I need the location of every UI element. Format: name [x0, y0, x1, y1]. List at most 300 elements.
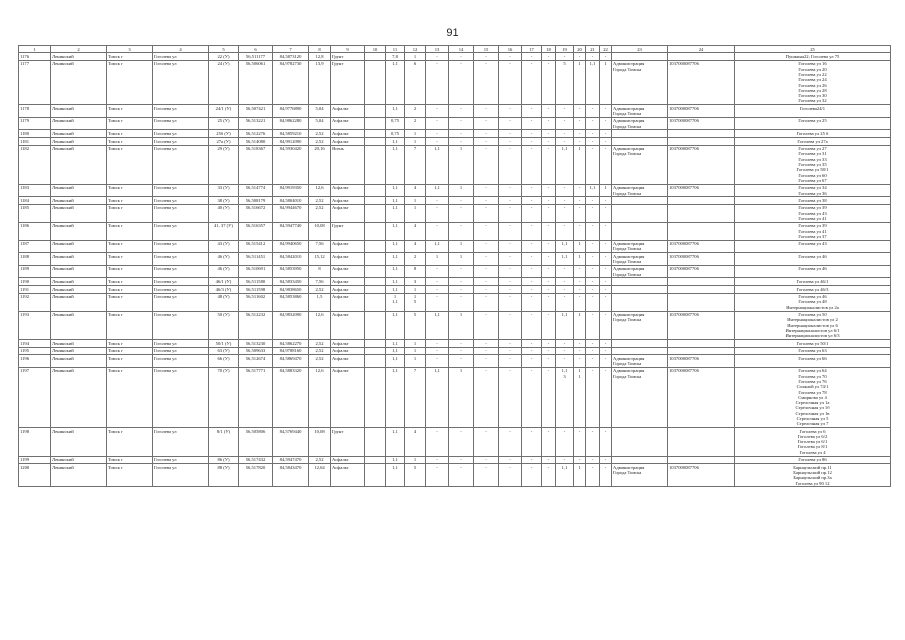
table-cell: 38 (У)	[209, 197, 239, 205]
table-cell: 12,6	[309, 184, 331, 197]
table-cell: -	[499, 130, 522, 138]
table-cell: -	[449, 105, 474, 118]
table-cell: 1,1	[556, 311, 574, 339]
table-cell: Ленинский	[51, 240, 107, 253]
table-cell	[365, 130, 386, 138]
table-row	[19, 293, 891, 311]
table-cell	[612, 293, 668, 311]
table-row	[19, 278, 891, 286]
table-cell: -	[574, 105, 586, 118]
table-cell	[668, 53, 735, 61]
table-cell: 1,1	[386, 204, 405, 222]
table-cell: -	[522, 286, 542, 294]
table-cell: 1184	[19, 197, 51, 205]
table-cell: -	[474, 311, 499, 339]
table-body	[19, 53, 891, 487]
table-cell: -	[474, 367, 499, 427]
table-cell: 2,52	[309, 197, 331, 205]
table-cell: -	[556, 293, 574, 311]
table-cell: 84,5853950	[273, 265, 309, 278]
table-row	[19, 53, 891, 61]
table-cell: 1,1	[386, 456, 405, 464]
table-cell: -	[542, 240, 556, 253]
table-cell: 1	[405, 355, 426, 368]
table-cell: -	[499, 222, 522, 240]
table-cell: Ленинский	[51, 184, 107, 197]
column-header: 2	[51, 46, 107, 53]
table-cell: -	[556, 117, 574, 130]
table-cell: -	[542, 105, 556, 118]
table-cell: 1,1	[386, 145, 405, 184]
table-cell	[612, 347, 668, 355]
table-cell: -	[556, 130, 574, 138]
table-cell: -	[474, 347, 499, 355]
table-cell: Томск г	[107, 53, 153, 61]
table-cell: Гоголева ул	[153, 340, 209, 348]
table-cell: 7	[405, 145, 426, 184]
table-cell: -	[600, 293, 612, 311]
table-cell: Асфальт	[331, 117, 365, 130]
table-row	[19, 355, 891, 368]
table-cell: 1182	[19, 145, 51, 184]
table-cell	[365, 355, 386, 368]
header-row	[19, 46, 891, 53]
column-header: 22	[600, 46, 612, 53]
table-cell: 1,1	[386, 240, 405, 253]
table-cell	[365, 293, 386, 311]
table-cell: 46/3 (У)	[209, 286, 239, 294]
table-cell: -	[499, 428, 522, 456]
table-cell	[668, 138, 735, 146]
table-cell: 1,1	[386, 184, 405, 197]
table-cell: Асфальт	[331, 367, 365, 427]
column-header: 17	[522, 46, 542, 53]
table-cell: 46 (У)	[209, 265, 239, 278]
table-cell: Асфальт	[331, 456, 365, 464]
table-cell: Гоголева ул	[153, 130, 209, 138]
table-cell: Томск г	[107, 138, 153, 146]
table-cell: 56,518367	[239, 145, 273, 184]
table-cell: -	[426, 60, 449, 104]
table-cell: -	[522, 105, 542, 118]
table-cell: -	[499, 53, 522, 61]
table-cell	[612, 138, 668, 146]
table-cell: -	[499, 464, 522, 487]
table-row	[19, 265, 891, 278]
table-cell: -	[586, 145, 600, 184]
table-cell: -	[474, 265, 499, 278]
table-cell: Томск г	[107, 293, 153, 311]
table-cell: -	[499, 293, 522, 311]
table-cell	[365, 222, 386, 240]
table-cell: -	[499, 105, 522, 118]
table-cell: 1	[449, 367, 474, 427]
table-cell: -	[542, 367, 556, 427]
column-header: 21	[586, 46, 600, 53]
table-cell: -	[556, 184, 574, 197]
table-cell: 5	[405, 464, 426, 487]
table-cell: 1193	[19, 311, 51, 339]
table-cell: 84,5833450	[273, 278, 309, 286]
column-header: 7	[273, 46, 309, 53]
table-cell: -	[474, 456, 499, 464]
table-cell: 1,1	[426, 311, 449, 339]
table-cell: Администрация Города Томска	[612, 117, 668, 130]
table-cell: -	[426, 286, 449, 294]
table-cell: -	[542, 355, 556, 368]
table-cell: -	[522, 265, 542, 278]
table-cell: 24 (У)	[209, 60, 239, 104]
column-header: 25	[735, 46, 891, 53]
table-cell: -	[556, 347, 574, 355]
table-cell: Гоголева ул	[153, 367, 209, 427]
table-cell: 2,52	[309, 355, 331, 368]
table-cell	[612, 428, 668, 456]
table-cell: Грунт	[331, 222, 365, 240]
table-cell: Асфальт	[331, 105, 365, 118]
table-cell: -	[574, 286, 586, 294]
table-cell: -	[586, 105, 600, 118]
table-cell	[668, 222, 735, 240]
table-cell: 2,52	[309, 340, 331, 348]
table-cell: Ленинский	[51, 355, 107, 368]
table-cell: 2,52	[309, 130, 331, 138]
table-cell: -	[542, 60, 556, 104]
table-cell	[668, 286, 735, 294]
table-cell: -	[522, 355, 542, 368]
table-cell: -	[449, 340, 474, 348]
table-cell: Гоголева ул	[153, 464, 209, 487]
table-cell: -	[586, 130, 600, 138]
table-cell: -	[556, 340, 574, 348]
table-cell: 84,9912090	[273, 138, 309, 146]
table-cell: 2,52	[309, 456, 331, 464]
table-cell: -	[600, 197, 612, 205]
table-cell	[668, 197, 735, 205]
table-cell	[668, 456, 735, 464]
table-cell: -	[426, 197, 449, 205]
table-cell: 56,511580	[239, 278, 273, 286]
table-cell: -	[449, 204, 474, 222]
table-cell: Ленинский	[51, 130, 107, 138]
table-cell: 1	[405, 53, 426, 61]
table-cell: -	[542, 53, 556, 61]
table-cell: -	[556, 105, 574, 118]
table-cell: -	[522, 204, 542, 222]
table-cell: 56,511598	[239, 286, 273, 294]
table-cell: Ленинский	[51, 197, 107, 205]
table-cell: -	[522, 253, 542, 266]
table-cell: -	[586, 456, 600, 464]
table-cell: 1037000087706	[668, 60, 735, 104]
table-cell: 1	[449, 311, 474, 339]
table-cell: -	[522, 340, 542, 348]
table-cell	[612, 286, 668, 294]
table-cell: -	[574, 117, 586, 130]
table-cell	[365, 253, 386, 266]
table-cell: 56,517820	[239, 464, 273, 487]
table-cell: Ленинский	[51, 286, 107, 294]
table-cell: 84,9838650	[273, 286, 309, 294]
table-cell: -	[499, 197, 522, 205]
table-cell: 25б (У)	[209, 130, 239, 138]
table-cell: 84,9832090	[273, 311, 309, 339]
table-cell: -	[522, 278, 542, 286]
table-cell: 50 (У)	[209, 311, 239, 339]
table-cell: Ленинский	[51, 456, 107, 464]
table-cell: -	[474, 184, 499, 197]
table-cell: Томск г	[107, 456, 153, 464]
column-header: 24	[668, 46, 735, 53]
table-cell: 84,9782730	[273, 60, 309, 104]
table-cell: -	[542, 130, 556, 138]
table-cell: Томск г	[107, 197, 153, 205]
table-cell: 84,5804010	[273, 197, 309, 205]
table-cell	[668, 293, 735, 311]
table-cell: -	[542, 340, 556, 348]
table-cell: 7	[405, 367, 426, 427]
column-header: 6	[239, 46, 273, 53]
table-cell: -	[449, 265, 474, 278]
table-row	[19, 60, 891, 104]
table-cell: -	[574, 138, 586, 146]
table-cell: -	[600, 428, 612, 456]
table-cell: Гоголева ул 46	[735, 265, 891, 278]
table-cell: Гоголева ул	[153, 222, 209, 240]
table-cell: -	[574, 456, 586, 464]
column-header: 9	[331, 46, 365, 53]
table-cell: 8	[405, 265, 426, 278]
table-cell: 1,1	[386, 60, 405, 104]
table-cell: -	[600, 340, 612, 348]
table-cell: Гоголева ул	[153, 105, 209, 118]
table-cell: 1037000087706	[668, 145, 735, 184]
table-cell: -	[522, 145, 542, 184]
table-cell: 1037000087706	[668, 240, 735, 253]
table-cell	[365, 456, 386, 464]
table-cell: -	[574, 340, 586, 348]
table-cell: -	[586, 138, 600, 146]
table-cell: Томск г	[107, 253, 153, 266]
table-cell: Ленинский	[51, 311, 107, 339]
table-cell: Ленинский	[51, 367, 107, 427]
table-cell: Гоголева ул	[153, 293, 209, 311]
table-cell: 1037000087706	[668, 311, 735, 339]
table-cell: -	[586, 347, 600, 355]
column-header: 1	[19, 46, 51, 53]
table-cell: 84,5853860	[273, 293, 309, 311]
column-header: 3	[107, 46, 153, 53]
table-cell	[612, 278, 668, 286]
table-cell: 1199	[19, 456, 51, 464]
page-number: 91	[446, 27, 459, 39]
table-cell: 48 (У)	[209, 293, 239, 311]
table-cell: 56,513221	[239, 117, 273, 130]
table-cell: -	[522, 347, 542, 355]
table-cell: -	[426, 53, 449, 61]
table-cell: Ленинский	[51, 293, 107, 311]
table-cell: -	[426, 340, 449, 348]
table-cell: -	[499, 145, 522, 184]
table-cell: -	[542, 145, 556, 184]
table-cell	[365, 105, 386, 118]
table-cell: 1191	[19, 286, 51, 294]
table-cell: Ленинский	[51, 145, 107, 184]
table-cell: 1,1	[386, 367, 405, 427]
table-cell: -	[499, 367, 522, 427]
table-cell: 46/1 (У)	[209, 278, 239, 286]
table-cell: 5,04	[309, 105, 331, 118]
table-cell: -	[542, 197, 556, 205]
table-cell: 33 (У)	[209, 184, 239, 197]
table-cell: Томск г	[107, 428, 153, 456]
table-cell: -	[426, 347, 449, 355]
table-cell: -	[574, 265, 586, 278]
table-cell: 1187	[19, 240, 51, 253]
table-cell: 15,12	[309, 253, 331, 266]
table-cell: -	[474, 60, 499, 104]
table-cell: 1188	[19, 253, 51, 266]
table-row	[19, 464, 891, 487]
table-cell	[365, 53, 386, 61]
table-cell: 1 1,1	[386, 293, 405, 311]
table-cell: -	[574, 130, 586, 138]
table-cell: 56,505806	[239, 428, 273, 456]
table-cell: 10,08	[309, 222, 331, 240]
table-cell: 1	[405, 347, 426, 355]
table-cell: 84,5869470	[273, 355, 309, 368]
table-cell: Гоголева ул	[153, 347, 209, 355]
table-cell: Гоголева ул 39 Гоголева ул 41 Гоголева ул 37	[735, 222, 891, 240]
table-cell: Гоголева ул 25 б	[735, 130, 891, 138]
table-cell: 1,1	[426, 184, 449, 197]
table-cell: -	[449, 456, 474, 464]
table-cell: 1	[405, 197, 426, 205]
table-cell: -	[586, 340, 600, 348]
table-cell: -	[522, 464, 542, 487]
column-header: 11	[386, 46, 405, 53]
table-cell: 25 (У)	[209, 117, 239, 130]
table-cell: Томск г	[107, 355, 153, 368]
table-row	[19, 105, 891, 118]
table-cell: Асфальт	[331, 265, 365, 278]
table-cell: Томск г	[107, 367, 153, 427]
table-cell	[668, 130, 735, 138]
table-cell: 3	[405, 278, 426, 286]
table-cell: Ленинский	[51, 253, 107, 266]
table-cell: Ленинский	[51, 464, 107, 487]
column-header: 10	[365, 46, 386, 53]
table-cell: Асфальт	[331, 240, 365, 253]
table-cell: 12,6	[309, 367, 331, 427]
column-header: 19	[556, 46, 574, 53]
table-cell: Гоголева ул 34 Гоголева ул 36	[735, 184, 891, 197]
table-cell: -	[574, 428, 586, 456]
table-cell: 1,1	[386, 340, 405, 348]
register-table	[18, 45, 891, 487]
table-cell: 84,9919350	[273, 184, 309, 197]
table-cell: -	[542, 138, 556, 146]
table-cell	[365, 464, 386, 487]
table-cell	[612, 340, 668, 348]
table-cell: 4	[405, 184, 426, 197]
table-cell: Ленинский	[51, 428, 107, 456]
table-cell: 1 5	[405, 293, 426, 311]
table-row	[19, 253, 891, 266]
table-row	[19, 240, 891, 253]
table-cell: -	[426, 130, 449, 138]
table-cell: Ленинский	[51, 204, 107, 222]
table-cell: 1	[600, 60, 612, 104]
table-cell: Томск г	[107, 204, 153, 222]
column-header: 16	[499, 46, 522, 53]
table-cell: -	[600, 130, 612, 138]
table-cell: -	[449, 197, 474, 205]
table-row	[19, 197, 891, 205]
table-cell: -	[600, 240, 612, 253]
table-cell: 0,75	[386, 117, 405, 130]
table-cell: Гоголева ул 46	[735, 253, 891, 266]
table-cell: 1037000087706	[668, 355, 735, 368]
table-cell: 12,8	[309, 53, 331, 61]
table-cell	[668, 204, 735, 222]
table-cell: 10,08	[309, 428, 331, 456]
table-cell: -	[474, 138, 499, 146]
table-cell: Гоголева ул 27 Гоголева ул 31 Гоголева ул 33 Гоголева ул 35 Гоголева ул 58/1 Гоголева ул 60 Гоголева ул 67	[735, 145, 891, 184]
table-cell: Администрация Города Томска	[612, 367, 668, 427]
table-cell: -	[556, 265, 574, 278]
column-header: 14	[449, 46, 474, 53]
table-cell: -	[449, 138, 474, 146]
table-cell: -	[474, 105, 499, 118]
table-cell: 12,6	[309, 311, 331, 339]
table-cell: -	[600, 265, 612, 278]
table-cell: Томск г	[107, 117, 153, 130]
table-cell: Томск г	[107, 222, 153, 240]
table-cell: -	[600, 456, 612, 464]
table-cell: 1,1	[386, 428, 405, 456]
table-cell: -	[542, 293, 556, 311]
table-cell: 56,510691	[239, 265, 273, 278]
table-cell: Гоголева ул 50 Интернационалистов ул 2 Интернационалистов ул 6 Интернационалистов ул 6/1 Интернационалистов ул 6/3	[735, 311, 891, 339]
table-cell: -	[586, 265, 600, 278]
column-header: 12	[405, 46, 426, 53]
table-cell: Асфальт	[331, 340, 365, 348]
table-cell: -	[499, 117, 522, 130]
table-cell: 20,16	[309, 145, 331, 184]
table-cell: -	[556, 355, 574, 368]
table-cell: -	[556, 138, 574, 146]
table-cell: Ленинский	[51, 265, 107, 278]
table-cell: -	[522, 138, 542, 146]
table-cell: Томск г	[107, 340, 153, 348]
table-cell: Гоголева ул 43	[735, 240, 891, 253]
table-cell: Администрация Города Томска	[612, 265, 668, 278]
table-cell: -	[586, 117, 600, 130]
table-cell: -	[522, 53, 542, 61]
table-cell: -	[556, 53, 574, 61]
table-cell: -	[499, 355, 522, 368]
table-cell: 1180	[19, 130, 51, 138]
table-cell: -	[449, 347, 474, 355]
table-cell: Томск г	[107, 60, 153, 104]
table-cell: -	[449, 428, 474, 456]
table-cell: Ленинский	[51, 347, 107, 355]
table-cell: 41, 37 (У)	[209, 222, 239, 240]
table-cell: 1037000087706	[668, 117, 735, 130]
table-cell	[365, 117, 386, 130]
table-cell: 56,514080	[239, 138, 273, 146]
